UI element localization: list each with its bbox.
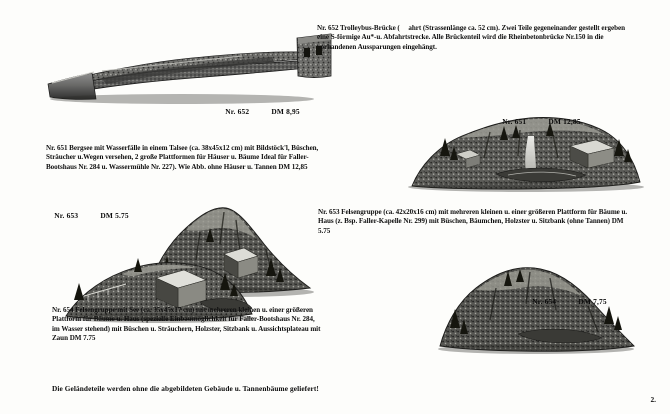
- caption-653-number: Nr. 653: [54, 211, 79, 220]
- illustration-item-652: [42, 26, 332, 104]
- description-653: Nr. 653 Felsengruppe (ca. 42x20x16 cm) mit mehreren kleinen u. einer größeren Plattform für Bäume u. Haus (z. Bsp. Faller-Kapelle Nr. 299) mit Büschen, Bäumchen, Holzster u. Sitzbank (ohne Tannen) DM 5.75: [318, 208, 629, 235]
- caption-653-price: DM 5.75: [100, 211, 129, 220]
- description-651: Nr. 651 Bergsee mit Wasserfälle in einem Talsee (ca. 38x45x12 cm) mit Bildstöck'l, Büschen, Sträucher u.Wegen versehen, 2 große Plattformen für Häuser u. Bäume Ideal für Faller-Bootshaus Nr. 284 u. Wassermühle Nr. 227). Wie Abb. ohne Häuser u. Tannen DM 12,85: [46, 144, 321, 171]
- caption-652-number: Nr. 652: [225, 107, 250, 116]
- model-652-drawing: [42, 26, 332, 104]
- description-652: Nr. 652 Trolleybus-Brücke ( ahrt (Strassenlänge ca. 52 cm). Zwei Teile gegeneinander gestellt ergeben eine S-förmige Au*-u. Abfahrtstrecke. Alle Brückenteil wird die Rheinbetonbrücke Nr.150 in die vorhandenen Aussparungen eingehängt.: [317, 24, 627, 51]
- caption-654-number: Nr. 654: [532, 297, 557, 306]
- caption-652-price: DM 8,95: [271, 107, 300, 116]
- caption-653: [46, 202, 129, 229]
- footer-note: Die Geländeteile werden ohne die abgebildeten Gebäude u. Tannenbäume geliefert!: [52, 384, 319, 393]
- caption-651: [494, 108, 581, 135]
- caption-651-number: Nr. 651: [502, 117, 527, 126]
- caption-651-price: DM 12,85: [548, 117, 581, 126]
- caption-654-price: DM 7,75: [578, 297, 607, 306]
- caption-654: [524, 288, 607, 315]
- page-number: 2.: [650, 395, 656, 404]
- caption-652: [217, 98, 300, 125]
- description-654: Nr. 654 Felsengruppe mit See (ca. 35x45x17 cm) mit mehreren kleinen u. einer größeren Plattform für Bäume u. Haus (spezielle Einbaumöglichkeit für Faller-Bootshaus Nr. 284, im Wasser stehend) mit Büschen u. Sträuchern, Holzster, Sitzbank u. Aussichtsplateau mit Zaun DM 7.75: [52, 306, 323, 343]
